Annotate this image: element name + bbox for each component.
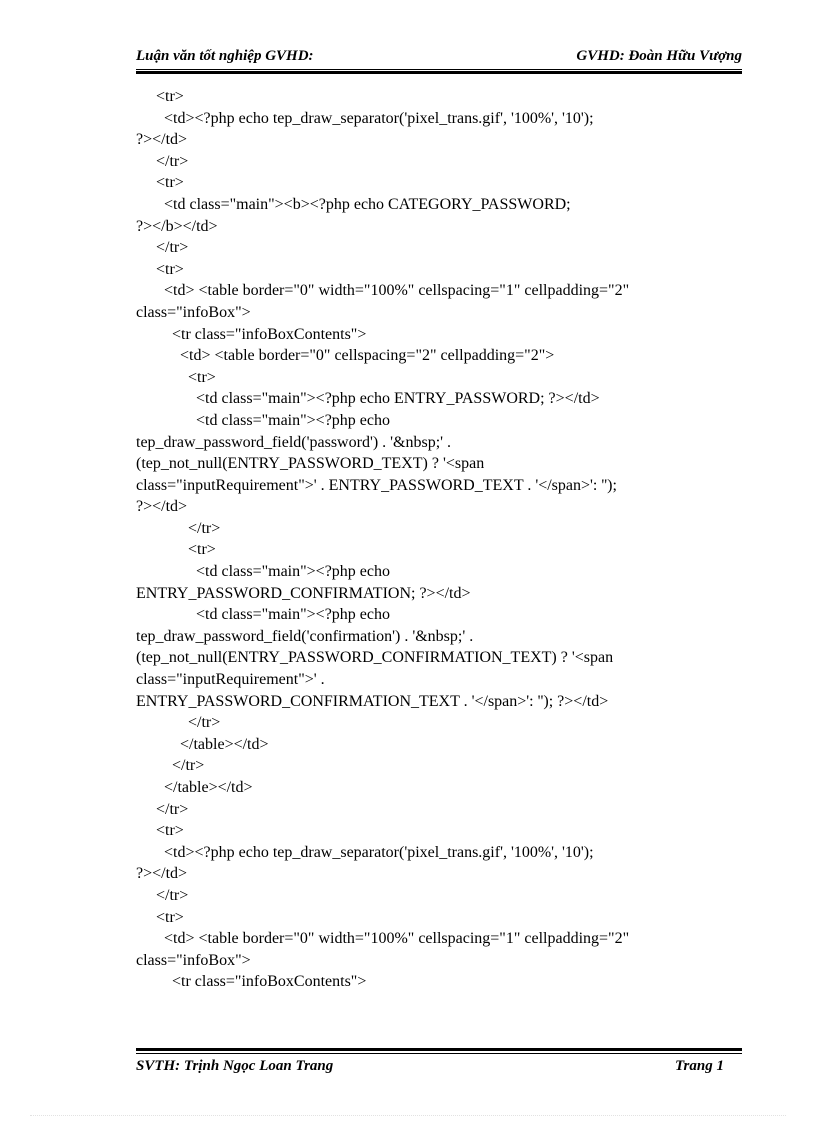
code-line: <td> <table border="0" width="100%" cellspacing="1" cellpadding="2" [136,930,630,948]
code-line: tep_draw_password_field('password') . '&nbsp;' . [136,433,452,451]
code-line: <tr> [136,368,216,386]
code-line: class="infoBox"> [136,951,251,969]
code-line: tep_draw_password_field('confirmation') . '&nbsp;' . [136,627,474,645]
code-line: <tr> [136,822,184,840]
code-line: ENTRY_PASSWORD_CONFIRMATION; ?></td> [136,584,471,602]
footer-page-number: Trang 1 [674,1058,724,1074]
header-right-text: GVHD: Đoàn Hữu Vượng [576,48,742,64]
code-line: </tr> [136,757,205,775]
code-line: <tr> [136,88,184,105]
code-line: class="inputRequirement">' . [136,671,325,689]
code-line: ENTRY_PASSWORD_CONFIRMATION_TEXT . '</span>': ''); ?></td> [136,692,609,710]
code-line: ?></b></td> [136,217,218,235]
footer-left-text: SVTH: Trịnh Ngọc Loan Trang [136,1058,334,1074]
code-line: </tr> [136,886,189,904]
code-line: <td class="main"><?php echo [136,606,390,624]
code-line: <tr class="infoBoxContents"> [136,973,367,991]
code-line: <td> <table border="0" cellspacing="2" cellpadding="2"> [136,347,555,365]
code-line: ?></td> [136,498,188,516]
code-line: </tr> [136,152,189,170]
code-line: <tr> [136,260,184,278]
code-line: </tr> [136,800,189,818]
code-line: ?></td> [136,131,188,149]
code-line: <tr> [136,174,184,192]
code-line: <td><?php echo tep_draw_separator('pixel_trans.gif', '100%', '10'); [136,109,594,127]
page-edge-divider [30,1115,786,1116]
code-line: </table></td> [136,779,253,796]
footer-rule-thin [136,1053,742,1054]
code-line: <td><?php echo tep_draw_separator('pixel_trans.gif', '100%', '10'); [136,843,594,861]
code-line: </tr> [136,519,221,537]
code-line: (tep_not_null(ENTRY_PASSWORD_CONFIRMATION_TEXT) ? '<span [136,649,614,667]
code-line: <td> <table border="0" width="100%" cellspacing="1" cellpadding="2" [136,282,630,300]
code-line: <td class="main"><b><?php echo CATEGORY_PASSWORD; [136,195,571,213]
code-line: class="infoBox"> [136,303,251,321]
code-line: <tr> [136,908,184,926]
header-rule-thick [136,71,742,74]
code-line: </tr> [136,239,189,257]
code-line: <td class="main"><?php echo [136,563,390,581]
code-listing [136,86,742,993]
code-line: <td class="main"><?php echo [136,411,390,429]
footer-rule-thick [136,1048,742,1051]
code-line: <td class="main"><?php echo ENTRY_PASSWORD; ?></td> [136,390,600,408]
code-line: <tr> [136,541,216,559]
code-line: <tr class="infoBoxContents"> [136,325,367,343]
header-rule-thin [136,69,742,70]
code-line: </table></td> [136,735,269,753]
code-line: </tr> [136,714,221,732]
code-line: class="inputRequirement">' . ENTRY_PASSWORD_TEXT . '</span>': ''); [136,476,617,494]
code-line: (tep_not_null(ENTRY_PASSWORD_TEXT) ? '<span [136,455,485,473]
header-left-text: Luận văn tốt nghiệp GVHD: [136,48,314,64]
code-line: ?></td> [136,865,188,883]
